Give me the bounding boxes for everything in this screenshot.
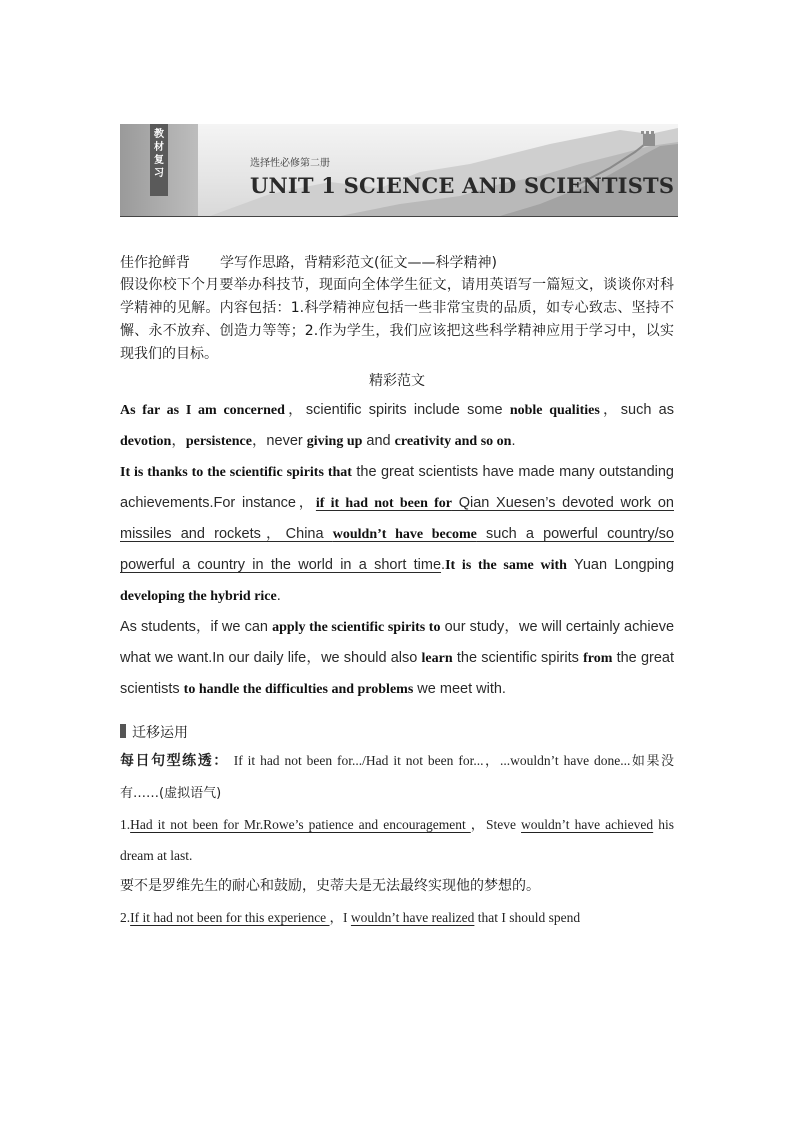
essay-text: the great scientists have made many outstanding achievements.For instance， xyxy=(120,464,674,511)
key-phrase: wouldn’t have become xyxy=(332,527,477,542)
essay-paragraph-3 xyxy=(120,612,674,705)
sentence-pattern xyxy=(120,745,674,809)
key-phrase: if it had not been for xyxy=(315,496,452,511)
section-subtitle: 学写作思路，背精彩范文(征文——科学精神) xyxy=(220,255,497,271)
great-wall-mountain-illustration xyxy=(120,124,678,216)
essay-text: . xyxy=(441,557,446,573)
section-heading xyxy=(120,252,674,274)
unit-banner xyxy=(120,124,678,216)
key-phrase: As far as I am concerned xyxy=(120,403,285,418)
essay-text: and xyxy=(362,433,395,449)
writing-prompt: 假设你校下个月要举办科技节，现面向全体学生征文，请用英语写一篇短文，谈谈你对科学精神的见解。内容包括：1.科学精神应包括一些非常宝贵的品质，如专心致志、坚持不懈、永不放弃、创造力等等；2.作为学生，我们应该把这些科学精神应用于学习中，以实现我们的目标。 xyxy=(120,277,674,362)
daily-pattern-label: 每日句型练透： xyxy=(120,753,229,769)
example-2 xyxy=(120,902,674,933)
unit-title: UNIT 1 SCIENCE AND SCIENTISTS xyxy=(250,173,675,198)
key-phrase: It is the same with xyxy=(445,558,567,573)
essay-text: ，such as xyxy=(599,402,674,418)
essay-text: Yuan Longping xyxy=(566,557,675,573)
essay-paragraph-1 xyxy=(120,395,674,457)
essay-text: ，never xyxy=(251,433,307,449)
answer-blank: wouldn’t have realized xyxy=(350,910,475,925)
essay-text: As students，if we can xyxy=(120,619,273,635)
banner-tag-label xyxy=(150,124,168,196)
key-phrase: noble qualities xyxy=(509,403,600,418)
banner-tag-block xyxy=(120,124,198,216)
key-phrase: persistence xyxy=(185,434,252,449)
essay-text: ， xyxy=(171,433,186,449)
essay-text: the scientific spirits xyxy=(452,650,584,666)
page-content xyxy=(120,252,674,933)
example-text: ，I xyxy=(329,910,351,925)
transfer-heading-text: 迁移运用 xyxy=(132,725,188,741)
key-phrase: It is thanks to the scientific spirits that xyxy=(120,465,352,480)
example-1 xyxy=(120,809,674,871)
banner-divider xyxy=(120,216,678,217)
key-phrase: devotion xyxy=(120,434,172,449)
key-phrase: creativity and so on xyxy=(394,434,512,449)
key-phrase: giving up xyxy=(306,434,363,449)
key-phrase: apply the scientific spirits to xyxy=(272,620,441,635)
tag-char: 习 xyxy=(154,168,164,179)
pattern-text: If it had not been for.../Had it not been for...，...wouldn’t have done... xyxy=(233,753,631,768)
essay-text: . xyxy=(276,588,281,604)
key-phrase: to handle the difficulties and problems xyxy=(183,682,414,697)
essay-text: our study，we will certainly achieve what we want.In our daily life，we should also xyxy=(120,619,675,666)
answer-blank: If it had not been for this experience xyxy=(130,910,330,925)
key-phrase: from xyxy=(583,651,613,666)
pattern-meaning: 如果没有……(虚拟语气) xyxy=(120,754,674,801)
essay-text: such a powerful country/so powerful a country in the world in a short time xyxy=(120,526,674,573)
tag-char: 复 xyxy=(154,155,164,166)
essay-text: . xyxy=(511,433,516,449)
essay-text: the great scientists xyxy=(120,650,674,697)
key-phrase: developing the hybrid rice xyxy=(120,589,277,604)
heading-bar-icon xyxy=(120,724,126,738)
essay-text: Qian Xuesen’s devoted work on missiles and rockets，China xyxy=(120,495,674,542)
essay-title: 精彩范文 xyxy=(369,373,425,389)
transfer-heading xyxy=(120,721,674,745)
example-number: 2. xyxy=(120,910,131,925)
example-text: that I should spend xyxy=(474,910,581,925)
section-label: 佳作抢鲜背 xyxy=(120,255,190,271)
tag-char: 教 xyxy=(154,129,164,140)
example-text: ，Steve xyxy=(470,817,522,832)
answer-blank: Had it not been for Mr.Rowe’s patience and encouragement xyxy=(130,817,471,832)
book-volume: 选择性必修第二册 xyxy=(250,158,330,169)
essay-paragraph-2 xyxy=(120,457,674,612)
essay-text: ，scientific spirits include some xyxy=(284,402,510,418)
tag-char: 材 xyxy=(154,142,164,153)
example-text: his dream at last. xyxy=(120,817,674,863)
answer-blank: wouldn’t have achieved xyxy=(521,817,654,832)
key-phrase: learn xyxy=(421,651,453,666)
essay-text: we meet with. xyxy=(413,681,506,697)
example-1-translation: 要不是罗维先生的耐心和鼓励，史蒂夫是无法最终实现他的梦想的。 xyxy=(120,878,540,894)
example-number: 1. xyxy=(120,817,131,832)
